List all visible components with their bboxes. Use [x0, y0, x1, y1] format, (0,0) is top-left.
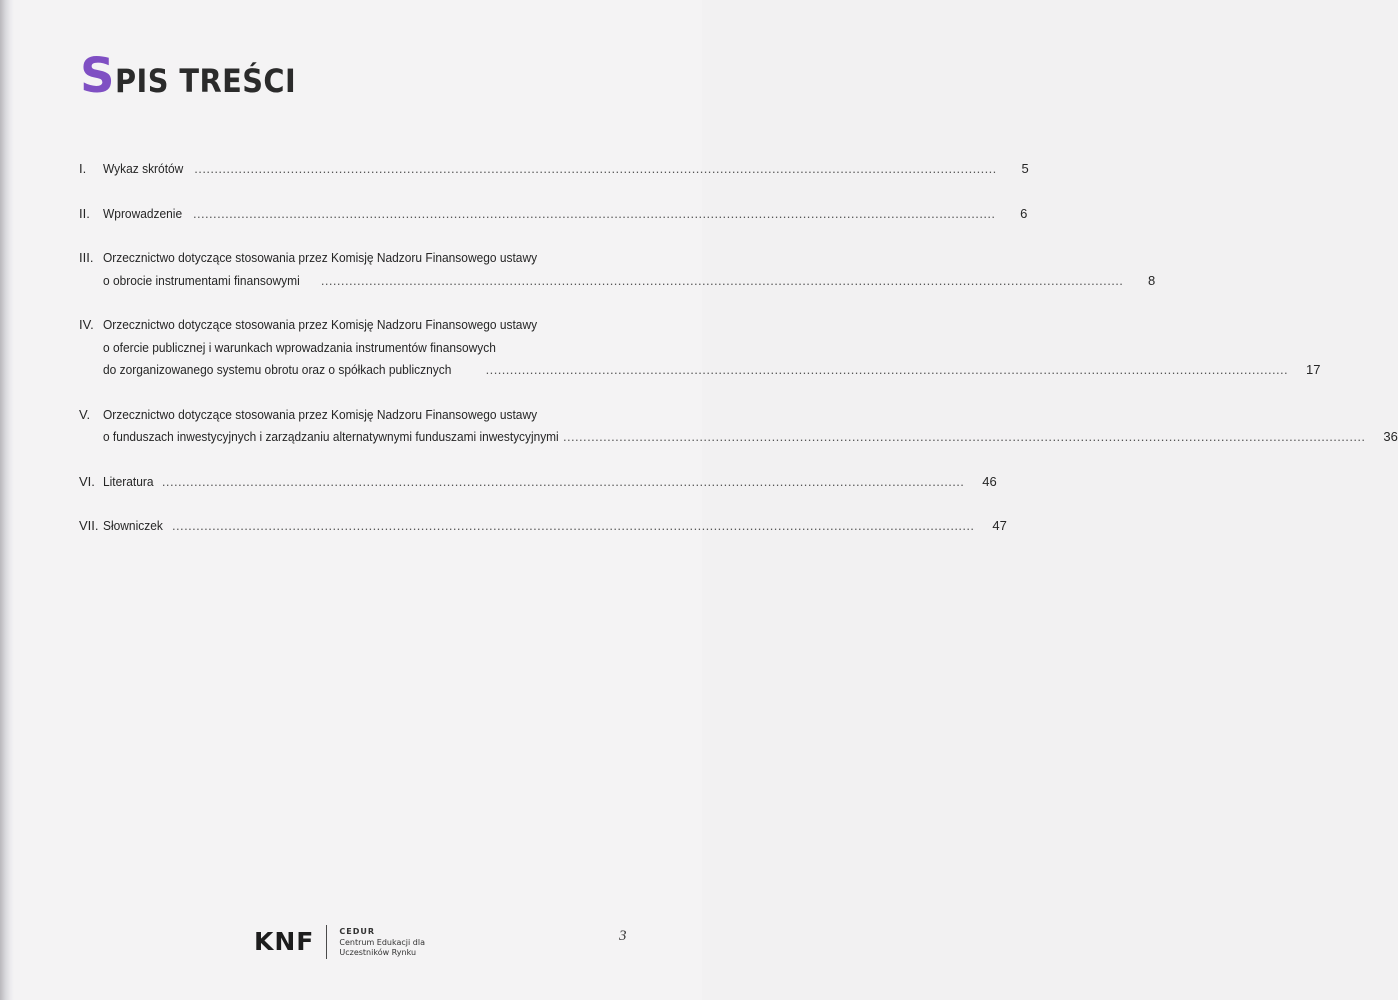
- toc-page-number: 47: [992, 518, 1007, 533]
- toc-entry-title: Wykaz skrótów: [103, 161, 184, 176]
- toc-entry-line: [79, 515, 1007, 538]
- knf-cedur-logo: [254, 922, 425, 962]
- toc-page-number: 36: [1383, 429, 1398, 444]
- knf-logo-text: KNF: [254, 927, 315, 956]
- toc-entry-number: III.: [79, 250, 94, 265]
- toc-entry-number: IV.: [79, 317, 94, 332]
- cedur-line-1: Centrum Edukacji dla: [339, 937, 425, 947]
- toc-entry-number: I.: [79, 161, 87, 176]
- toc-entry: [79, 471, 997, 494]
- toc-entry: [79, 203, 1028, 226]
- logo-divider: [326, 925, 327, 959]
- toc-entry-line: [79, 471, 997, 494]
- toc-entry-title: o funduszach inwestycyjnych i zarządzaniu alternatywnymi funduszami inwestycyjnymi: [103, 429, 559, 444]
- toc-entry-title: Orzecznictwo dotyczące stosowania przez Komisję Nadzoru Finansowego ustawy: [103, 317, 538, 332]
- toc-entry-number: V.: [79, 406, 91, 422]
- toc-entry-number: VI.: [79, 473, 95, 489]
- toc-dot-leader: ........................................................................................................................................................................................................: [194, 161, 997, 176]
- page-binding-shadow: [0, 0, 14, 1000]
- cedur-logo-text: [339, 927, 425, 958]
- toc-entry-line: [79, 426, 1398, 449]
- toc-entry-title: o ofercie publicznej i warunkach wprowadzania instrumentów finansowych: [103, 339, 496, 355]
- toc-dot-leader: ........................................................................................................................................................................................................: [320, 272, 1124, 288]
- toc-entry: [79, 247, 1156, 292]
- toc-entry-title: o obrocie instrumentami finansowymi: [103, 272, 300, 288]
- toc-page-number: 46: [982, 473, 997, 489]
- toc-entry-title: Wprowadzenie: [103, 205, 183, 221]
- toc-entry: [79, 158, 1029, 181]
- toc-dot-leader: ........................................................................................................................................................................................................: [193, 205, 996, 221]
- toc-entry-line: [79, 314, 629, 337]
- table-of-contents: [79, 158, 1398, 560]
- title-initial-letter: S: [80, 48, 116, 104]
- toc-entry-title: Słowniczek: [103, 518, 163, 533]
- toc-page-number: 5: [1021, 161, 1029, 176]
- toc-page-number: 8: [1148, 272, 1156, 288]
- toc-entry-line: [79, 404, 629, 427]
- toc-entry-number: VII.: [79, 518, 99, 533]
- toc-entry-line: [79, 247, 629, 270]
- toc-entry-line: [79, 203, 1028, 226]
- toc-entry-title: Orzecznictwo dotyczące stosowania przez Komisję Nadzoru Finansowego ustawy: [103, 250, 538, 265]
- toc-entry-title: Literatura: [103, 473, 154, 489]
- toc-page-number: 6: [1020, 205, 1028, 221]
- toc-entry: [79, 404, 1398, 449]
- toc-entry-title: do zorganizowanego systemu obrotu oraz o spółkach publicznych: [103, 362, 452, 377]
- toc-dot-leader: ........................................................................................................................................................................................................: [172, 518, 975, 533]
- toc-entry-line: [79, 270, 1156, 293]
- cedur-name: CEDUR: [339, 926, 376, 936]
- toc-page-number: 17: [1306, 362, 1321, 377]
- cedur-line-2: Uczestników Rynku: [339, 947, 417, 957]
- toc-dot-leader: ........................................................................................................................................................................................................: [485, 362, 1289, 377]
- toc-entry: [79, 515, 1007, 538]
- toc-entry-line: [79, 337, 629, 360]
- title-text: PIS TREŚCI: [115, 62, 297, 100]
- toc-dot-leader: ........................................................................................................................................................................................................: [161, 473, 965, 489]
- toc-entry-line: [79, 359, 1321, 382]
- page-title: [80, 48, 316, 105]
- toc-entry-title: Orzecznictwo dotyczące stosowania przez Komisję Nadzoru Finansowego ustawy: [103, 406, 538, 422]
- toc-entry-number: II.: [79, 205, 90, 221]
- page-number: 3: [619, 928, 627, 944]
- toc-entry-line: [79, 158, 1029, 181]
- toc-entry: [79, 314, 1321, 382]
- toc-dot-leader: ........................................................................................................................................................................................................: [563, 429, 1366, 444]
